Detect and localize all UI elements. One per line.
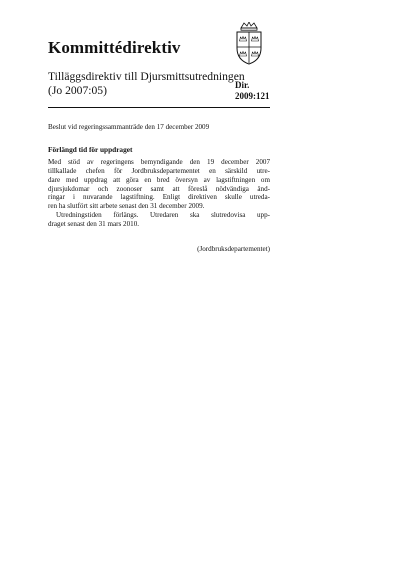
body-paragraph bbox=[48, 158, 270, 229]
body-line: draget senast den 31 mars 2010. bbox=[48, 219, 140, 228]
directive-subtitle bbox=[48, 70, 245, 98]
dir-label: Dir. bbox=[235, 80, 250, 90]
section-heading: Förlängd tid för uppdraget bbox=[48, 145, 133, 154]
document-type-title: Kommittédirektiv bbox=[48, 38, 181, 57]
department-signature: (Jordbruksdepartementet) bbox=[197, 245, 270, 253]
body-line: dare med uppdrag att göra en bred översyn av lagstiftningen om bbox=[48, 175, 270, 184]
decision-statement: Beslut vid regeringssammanträde den 17 december 2009 bbox=[48, 123, 210, 131]
header-divider bbox=[48, 107, 270, 108]
body-line: tillkallade chefen för Jordbruksdepartementet en särskild utre- bbox=[48, 166, 270, 175]
coat-of-arms-icon bbox=[232, 22, 266, 66]
body-line: Utredningstiden förlängs. Utredaren ska slutredovisa upp- bbox=[56, 211, 270, 220]
body-line: ren ha slutfört sitt arbete senast den 31 december 2009. bbox=[48, 202, 205, 211]
dir-number: 2009:121 bbox=[235, 91, 270, 101]
subtitle-line-1: Tilläggsdirektiv till Djursmittsutredningen bbox=[48, 70, 245, 83]
body-line: djursjukdomar och zoonoser samt att föreslå nödvändiga änd- bbox=[48, 184, 270, 193]
subtitle-line-2: (Jo 2007:05) bbox=[48, 84, 107, 97]
body-line: ringar i nuvarande lagstiftning. Enligt direktiven skulle utreda- bbox=[48, 193, 270, 202]
body-line: Med stöd av regeringens bemyndigande den 19 december 2007 bbox=[48, 158, 270, 166]
